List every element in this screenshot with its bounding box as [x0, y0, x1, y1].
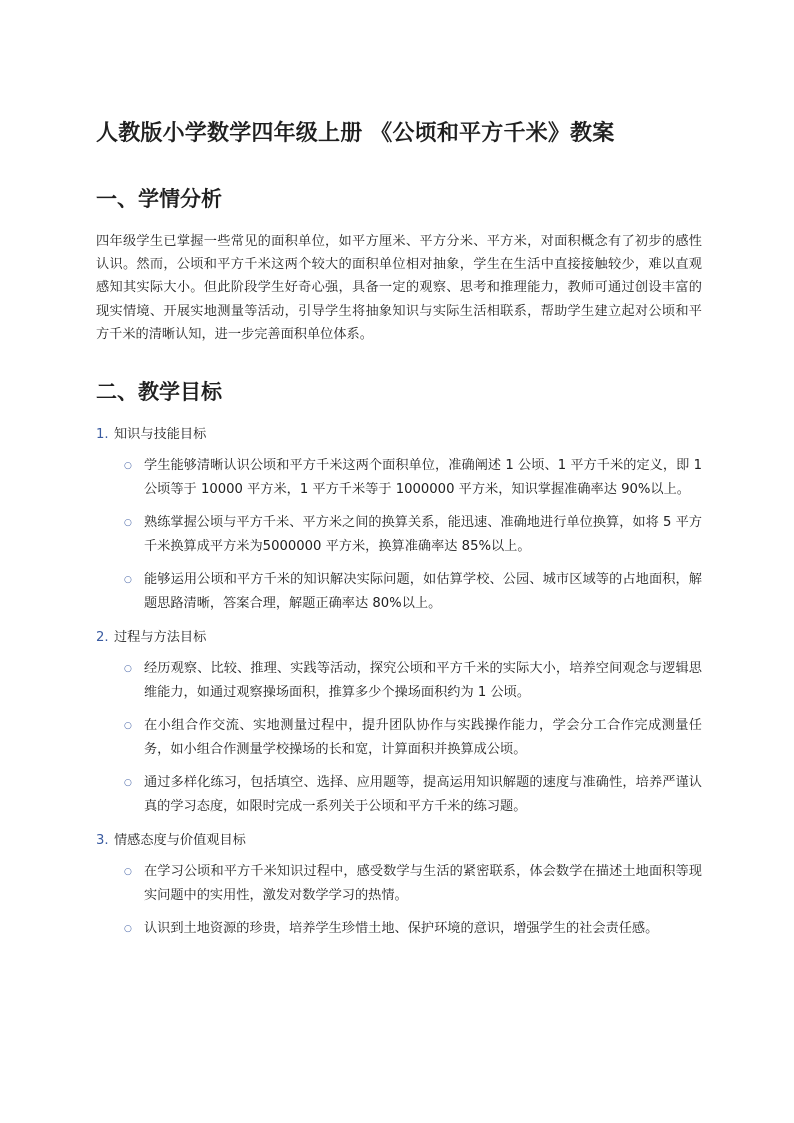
- circle-bullet-icon: ○: [124, 924, 132, 934]
- document-title: 人教版小学数学四年级上册 《公顷和平方千米》教案: [96, 121, 615, 146]
- goal-sub-list: [96, 454, 702, 616]
- list-item-text: 能够运用公顷和平方千米的知识解决实际问题，如估算学校、公园、城市区域等的占地面积，解题思路清晰，答案合理，解题正确率达 80%以上。: [144, 572, 702, 611]
- circle-bullet-icon: ○: [124, 461, 132, 471]
- goal-label: 过程与方法目标: [114, 630, 207, 645]
- list-item-text: 认识到土地资源的珍贵，培养学生珍惜土地、保护环境的意识，增强学生的社会责任感。: [144, 921, 659, 936]
- goal-label: 知识与技能目标: [114, 427, 207, 442]
- goal-header: [96, 626, 702, 650]
- circle-bullet-icon: ○: [124, 518, 132, 528]
- goal-label: 情感态度与价值观目标: [114, 833, 246, 848]
- list-item-text: 学生能够清晰认识公顷和平方千米这两个面积单位，准确阐述 1 公顷、1 平方千米的定义，即 1 公顷等于 10000 平方米，1 平方千米等于 1000000 平方米，知识掌握准确率达 90%以上。: [144, 458, 702, 497]
- goal-number: 2.: [96, 630, 109, 645]
- circle-bullet-icon: ○: [124, 721, 132, 731]
- goal-header: [96, 829, 702, 853]
- list-item-text: 熟练掌握公顷与平方千米、平方米之间的换算关系，能迅速、准确地进行单位换算，如将 5 平方千米换算成平方米为5000000 平方米，换算准确率达 85%以上。: [144, 515, 702, 554]
- circle-bullet-icon: ○: [124, 778, 132, 788]
- goal-emotion-values: [96, 829, 702, 941]
- learning-analysis-paragraph: 四年级学生已掌握一些常见的面积单位，如平方厘米、平方分米、平方米，对面积概念有了初步的感性认识。然而，公顷和平方千米这两个较大的面积单位相对抽象，学生在生活中直接接触较少，难以直观感知其实际大小。但此阶段学生好奇心强，具备一定的观察、思考和推理能力，教师可通过创设丰富的现实情境、开展实地测量等活动，引导学生将抽象知识与实际生活相联系，帮助学生建立起对公顷和平方千米的清晰认知，进一步完善面积单位体系。: [96, 234, 702, 342]
- list-item-text: 在小组合作交流、实地测量过程中，提升团队协作与实践操作能力，学会分工合作完成测量任务，如小组合作测量学校操场的长和宽，计算面积并换算成公顷。: [144, 718, 702, 757]
- goal-number: 3.: [96, 833, 109, 848]
- list-item: [96, 454, 702, 502]
- goal-knowledge-skills: [96, 423, 702, 616]
- goal-sub-list: [96, 657, 702, 819]
- list-item: [96, 860, 702, 908]
- list-item: [96, 657, 702, 705]
- list-item-text: 经历观察、比较、推理、实践等活动，探究公顷和平方千米的实际大小，培养空间观念与逻辑思维能力，如通过观察操场面积，推算多少个操场面积约为 1 公顷。: [144, 661, 702, 700]
- list-item: [96, 568, 702, 616]
- list-item: [96, 917, 702, 941]
- goal-header: [96, 423, 702, 447]
- circle-bullet-icon: ○: [124, 867, 132, 877]
- circle-bullet-icon: ○: [124, 664, 132, 674]
- list-item-text: 通过多样化练习，包括填空、选择、应用题等，提高运用知识解题的速度与准确性，培养严谨认真的学习态度，如限时完成一系列关于公顷和平方千米的练习题。: [144, 775, 702, 814]
- section-heading-learning-analysis: 一、学情分析: [96, 187, 222, 211]
- circle-bullet-icon: ○: [124, 575, 132, 585]
- list-item: [96, 714, 702, 762]
- goal-number: 1.: [96, 427, 109, 442]
- list-item: [96, 771, 702, 819]
- list-item-text: 在学习公顷和平方千米知识过程中，感受数学与生活的紧密联系，体会数学在描述土地面积等现实问题中的实用性，激发对数学学习的热情。: [144, 864, 702, 903]
- teaching-goals-list: [96, 423, 702, 941]
- list-item: [96, 511, 702, 559]
- goal-sub-list: [96, 860, 702, 941]
- goal-process-methods: [96, 626, 702, 819]
- section-heading-teaching-goals: 二、教学目标: [96, 380, 222, 404]
